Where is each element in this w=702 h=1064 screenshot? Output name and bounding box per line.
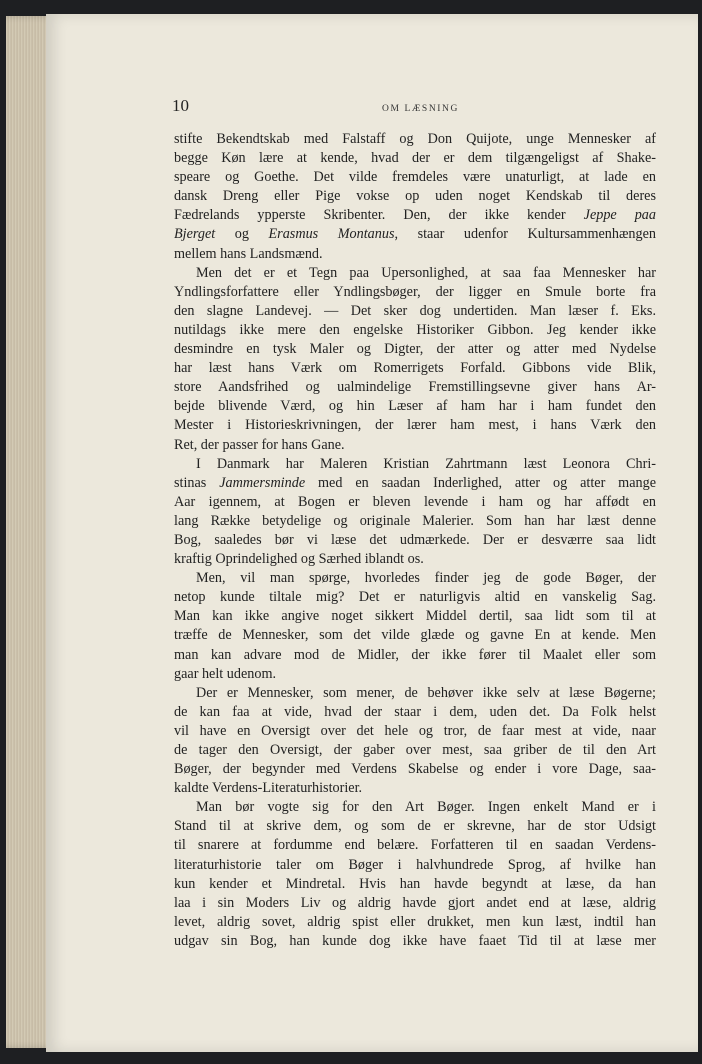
text-line: kun kender et Mindretal. Hvis han havde begyndt at læse, da han — [174, 875, 656, 892]
text-line: Man kan ikke angive noget sikkert Middel dertil, saa lidt som til at — [174, 608, 656, 625]
text-line: I Danmark har Maleren Kristian Zahrtmann læst Leonora Chri- — [196, 455, 656, 472]
text-line: de tager den Oversigt, der gaber over mest, saa griber de til den Art — [174, 742, 656, 758]
text-line: stinas Jammersminde med en saadan Inderlighed, atter og atter mange — [174, 474, 656, 491]
italic-title: Jammersminde — [219, 474, 306, 491]
text-line: Man bør vogte sig for den Art Bøger. Ingen enkelt Mand er i — [196, 799, 656, 816]
text-line: udgav sin Bog, han kunde dog ikke have faaet Tid til at læse mer — [174, 932, 656, 949]
text-line: vil have en Oversigt over det hele og tror, de faar mest at vide, naar — [174, 722, 656, 739]
text-line: speare og Goethe. Det vilde fremdeles være unaturligt, at lade en — [174, 169, 656, 186]
text-line: Bøger, der begynder med Verdens Skabelse og ender i vore Dage, saa- — [174, 761, 656, 778]
text-line: netop kunde tiltale mig? Det er naturligvis altid en vanskelig Sag. — [174, 589, 656, 606]
text-line: desmindre en tysk Maler og Digter, der atter og atter med Nydelse — [174, 341, 656, 358]
text-line: laa i sin Moders Liv og aldrig havde gjort andet end at læse, aldrig — [174, 894, 656, 911]
text-line: levet, aldrig sovet, aldrig spist eller drukket, men kun læst, indtil han — [174, 913, 656, 930]
text-line: dansk Dreng eller Pige vokse op uden noget Kendskab til deres — [174, 188, 656, 205]
text-line: Bjerget og Erasmus Montanus, staar udenfor Kultursammenhængen — [174, 226, 657, 243]
text-line: de kan faa at vide, hvad der staar i dem, uden det. Da Folk helst — [174, 703, 656, 720]
text-line: Mester i Historieskrivningen, der lærer ham mest, i hans Værk den — [174, 417, 656, 434]
running-head: OM LÆSNING — [382, 104, 459, 114]
text-line: Aar igennem, at Bogen er bleven levende i ham og har affødt en — [174, 493, 656, 510]
text-line: Der er Mennesker, som mener, de behøver ikke selv at læse Bøgerne; — [196, 684, 656, 701]
text-line: Stand til at skrive dem, og som de er skrevne, har de stor Udsigt — [174, 818, 656, 835]
text-line: Men, vil man spørge, hvorledes finder jeg de gode Bøger, der — [196, 570, 656, 587]
text-line: til snarere at fordumme end belære. Forfatteren til en saadan Verdens- — [174, 837, 656, 854]
text-line: mellem hans Landsmænd. — [174, 245, 323, 262]
text-line: kaldte Verdens-Literaturhistorier. — [174, 780, 363, 797]
text-line: Men det er et Tegn paa Upersonlighed, at saa faa Mennesker har — [196, 264, 656, 281]
text-line: har læst hans Værk om Romerrigets Forfald. Gibbons vide Blik, — [174, 360, 656, 377]
text-line: store Aandsfrihed og ualmindelige Fremstillingsevne giver hans Ar- — [174, 379, 656, 396]
text-line: træffe de Mennesker, som det vilde glæde og gavne En at kende. Men — [174, 627, 656, 644]
text-line: nutildags ikke mere den engelske Historiker Gibbon. Jeg kender ikke — [174, 321, 656, 338]
italic-title: Erasmus Montanus — [268, 226, 395, 243]
text-line: bejde blivende Værd, og hin Læser af ham har i ham fundet den — [174, 398, 656, 415]
italic-title: Bjerget — [174, 226, 216, 243]
text-line: literaturhistorie taler om Bøger i halvhundrede Sprog, af hvilke han — [174, 856, 656, 873]
text-line: Bog, saaledes bør vi læse det udmærkede. Der er desværre saa lidt — [174, 531, 656, 548]
text-line: man kan advare mod de Midler, der ikke fører til Maalet eller som — [174, 646, 656, 663]
text-line: stifte Bekendtskab med Falstaff og Don Quijote, unge Mennesker af — [174, 131, 656, 147]
text-line: kraftig Oprindelighed og Særhed iblandt os. — [174, 551, 424, 568]
text-line: gaar helt udenom. — [174, 665, 277, 682]
text-line: lang Række betydelige og originale Malerier. Som han har læst denne — [174, 512, 656, 529]
text-line: Ret, der passer for hans Gane. — [174, 436, 345, 453]
text-line: Yndlingsforfattere eller Yndlingsbøger, der ligger en Smule borte fra — [174, 283, 656, 300]
page-number: 10 — [172, 96, 189, 115]
italic-title: Jeppe paa — [583, 207, 656, 224]
text-line: Fædrelands ypperste Skribenter. Den, der ikke kender Jeppe paa — [174, 207, 656, 224]
text-line: begge Køn lære at kende, hvad der er dem tilgængeligst af Shake- — [174, 150, 656, 167]
text-line: den slagne Landevej. — Det sker dog undertiden. Man læser f. Eks. — [174, 302, 656, 319]
body-text — [174, 130, 656, 951]
